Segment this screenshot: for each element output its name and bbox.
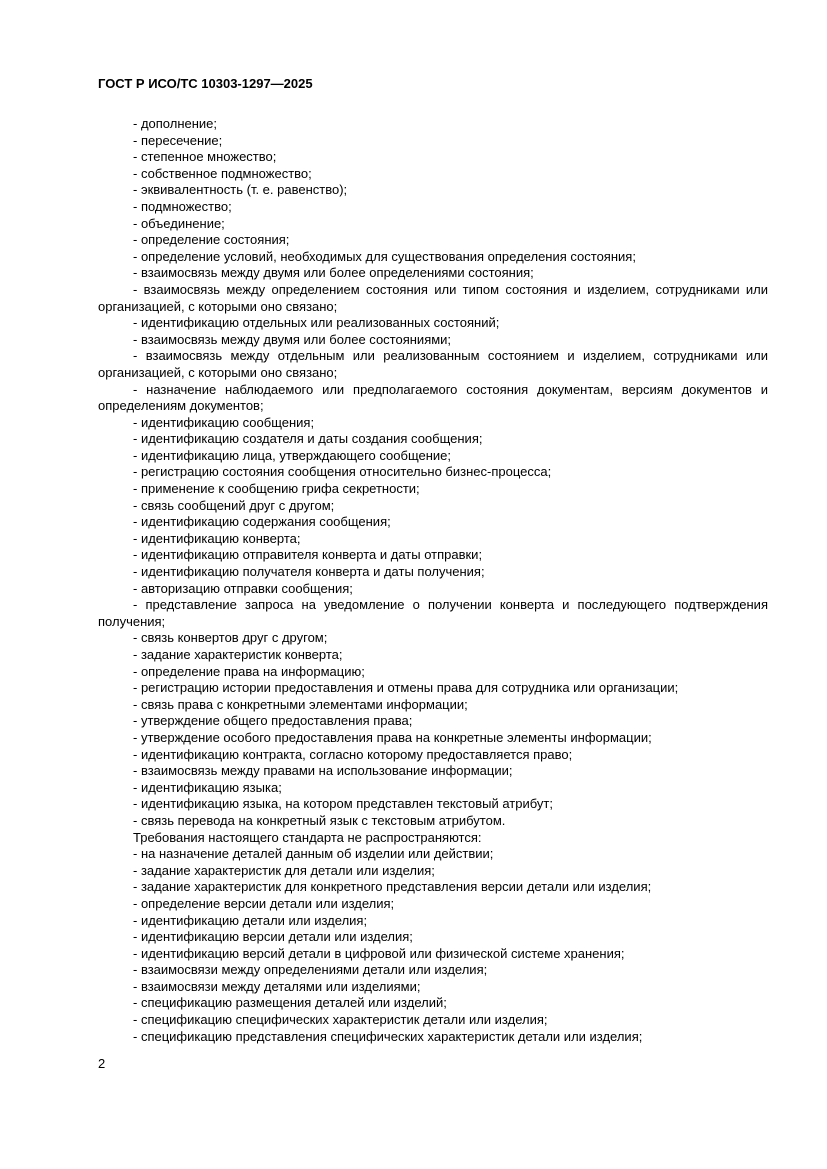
list-item: - определение условий, необходимых для существования определения состояния; [133, 248, 636, 264]
list-item: - связь перевода на конкретный язык с текстовым атрибутом. [133, 812, 506, 828]
list-item: - идентификацию отдельных или реализованных состояний; [133, 315, 500, 331]
list-item: - задание характеристик для конкретного представления версии детали или изделия; [133, 879, 652, 895]
list-item: - идентификацию получателя конверта и даты получения; [133, 564, 485, 580]
list-item: - взаимосвязь между определением состояния или типом состояния и изделием, сотрудниками или организацией, с которыми оно связано; [98, 281, 768, 314]
list-item: - идентификацию создателя и даты создания сообщения; [133, 431, 483, 447]
list-item: - идентификацию сообщения; [133, 414, 315, 430]
list-item: - эквивалентность (т. е. равенство); [133, 182, 348, 198]
list-item: - взаимосвязи между деталями или изделиями; [133, 978, 421, 994]
list-item: - дополнение; [133, 116, 218, 131]
list-item: - идентификацию отправителя конверта и даты отправки; [133, 547, 483, 563]
list-item: - идентификацию детали или изделия; [133, 912, 368, 928]
list-item: - идентификацию версии детали или изделия; [133, 929, 413, 945]
list-item: - применение к сообщению грифа секретности; [133, 481, 420, 497]
list-item: - пересечение; [133, 132, 223, 148]
page-number: 2 [98, 1056, 106, 1071]
list-item: - собственное подмножество; [133, 165, 312, 181]
list-item: - задание характеристик для детали или изделия; [133, 862, 435, 878]
list-item: - взаимосвязь между двумя или более состояниями; [133, 331, 452, 347]
list-item: - идентификацию содержания сообщения; [133, 514, 391, 530]
list-item: - представление запроса на уведомление о получении конверта и последующего подтверждения получения; [98, 597, 768, 629]
list-item: Требования настоящего стандарта не распространяются: [133, 829, 482, 845]
list-item: - утверждение особого предоставления права на конкретные элементы информации; [133, 729, 652, 745]
list-item: - подмножество; [133, 198, 232, 214]
list-item: - определение версии детали или изделия; [133, 895, 395, 911]
body-text [98, 116, 768, 1045]
list-item: - идентификацию языка; [133, 779, 282, 795]
list-item: - взаимосвязь между правами на использование информации; [133, 763, 513, 779]
list-item: - взаимосвязи между определениями детали или изделия; [133, 962, 488, 978]
list-item: - спецификацию специфических характеристик детали или изделия; [133, 1012, 548, 1028]
list-item: - спецификацию размещения деталей или изделий; [133, 995, 447, 1011]
list-item: - идентификацию языка, на котором представлен текстовый атрибут; [133, 796, 553, 812]
list-item: - взаимосвязь между отдельным или реализованным состоянием и изделием, сотрудниками или организацией, с которыми оно связано; [98, 348, 768, 380]
list-item: - связь сообщений друг с другом; [133, 497, 335, 513]
list-item: - связь конвертов друг с другом; [133, 630, 328, 646]
list-item: - утверждение общего предоставления права; [133, 713, 413, 729]
list-item: - регистрацию истории предоставления и отмены права для сотрудника или организации; [133, 680, 679, 696]
list-item: - задание характеристик конверта; [133, 647, 343, 662]
list-item: - объединение; [133, 215, 225, 231]
list-item: - авторизацию отправки сообщения; [133, 580, 353, 596]
list-item: - назначение наблюдаемого или предполагаемого состояния документам, версиям документов и определениям документов; [98, 381, 768, 414]
document-header: ГОСТ Р ИСО/ТС 10303-1297—2025 [98, 76, 313, 91]
list-item: - определение права на информацию; [133, 663, 365, 679]
list-item: - определение состояния; [133, 232, 290, 248]
list-item: - идентификацию контракта, согласно которому предоставляется право; [133, 746, 573, 762]
list-item: - спецификацию представления специфических характеристик детали или изделия; [133, 1028, 643, 1044]
list-item: - на назначение деталей данным об изделии или действии; [133, 846, 494, 862]
list-item: - взаимосвязь между двумя или более определениями состояния; [133, 265, 534, 281]
list-item: - идентификацию версий детали в цифровой или физической системе хранения; [133, 945, 625, 961]
list-item: - степенное множество; [133, 149, 277, 165]
list-item: - регистрацию состояния сообщения относительно бизнес-процесса; [133, 464, 552, 480]
list-item: - идентификацию конверта; [133, 530, 301, 546]
list-item: - идентификацию лица, утверждающего сообщение; [133, 447, 452, 463]
list-item: - связь права с конкретными элементами информации; [133, 696, 468, 712]
